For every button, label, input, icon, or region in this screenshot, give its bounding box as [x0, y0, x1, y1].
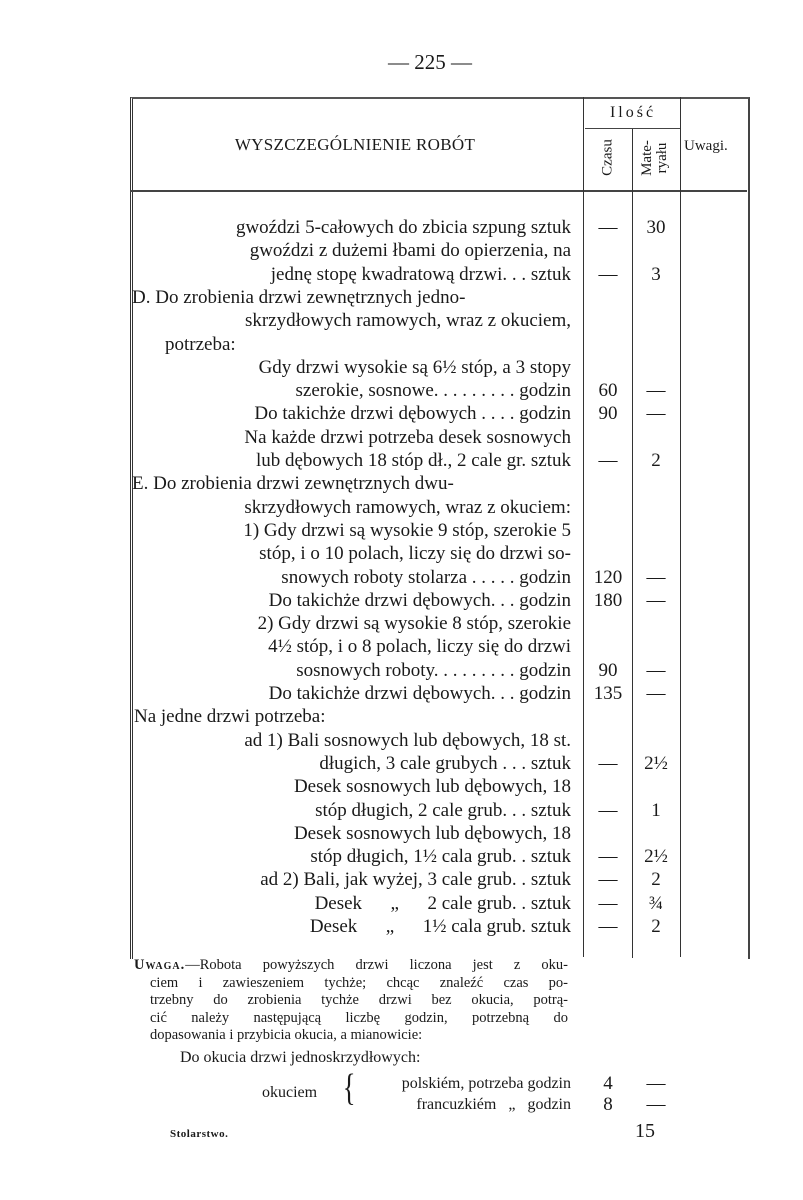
- row-description: Desek sosnowych lub dębowych, 18: [293, 822, 571, 844]
- row-time: [584, 426, 632, 450]
- row-material: —: [646, 589, 666, 611]
- row-time: [584, 333, 632, 357]
- row-time: 60: [598, 380, 618, 402]
- header-divider: [130, 190, 747, 192]
- brace-icon: {: [342, 1067, 356, 1109]
- fitting-time: 8: [603, 1094, 613, 1115]
- row-time: [584, 496, 632, 520]
- row-time: 135: [593, 683, 623, 704]
- row-time: [584, 472, 632, 496]
- header-remarks: Uwagi.: [684, 138, 728, 154]
- row-description: lub dębowych 18 stóp dł., 2 cale gr. sztuk: [255, 450, 571, 471]
- row-material: 1: [651, 799, 661, 821]
- row-description: Do takichże drzwi dębowych . . . . godzin: [254, 403, 571, 425]
- note-line: cić należy następującą liczbę godzin, potrzebną do: [150, 1009, 568, 1026]
- row-material: [633, 542, 679, 566]
- row-time: [584, 612, 632, 636]
- row-description: Desek sosnowych lub dębowych, 18: [293, 776, 571, 798]
- row-description: 4½ stóp, i o 8 polach, liczy się do drzwi: [268, 636, 571, 658]
- header-subdivider: [585, 128, 680, 129]
- fitting-description: polskiém, potrzeba godzin: [401, 1075, 571, 1092]
- note-line: ciem i zawieszeniem tychże; chcąc znaleźć czas po-: [150, 974, 568, 991]
- row-material: [633, 729, 679, 753]
- row-material: 2: [651, 450, 661, 471]
- row-material: [633, 333, 679, 357]
- row-description: E. Do zrobienia drzwi zewnętrznych dwu-: [132, 473, 454, 495]
- row-description: gwoździ z dużemi łbami do opierzenia, na: [249, 240, 571, 262]
- row-description: skrzydłowych ramowych, wraz z okuciem,: [244, 310, 571, 332]
- row-description: ad 1) Bali sosnowych lub dębowych, 18 st.: [244, 729, 571, 751]
- row-time: [584, 309, 632, 333]
- row-time: [584, 822, 632, 846]
- row-material: —: [646, 403, 666, 425]
- row-material: [633, 496, 679, 520]
- row-material: —: [646, 659, 666, 681]
- row-time: [584, 239, 632, 263]
- row-time: [584, 775, 632, 799]
- row-description: Na każde drzwi potrzeba desek sosnowych: [244, 426, 571, 448]
- row-description: skrzydłowych ramowych, wraz z okuciem:: [244, 496, 571, 518]
- fitting-description: francuzkiém „ godzin: [416, 1096, 571, 1113]
- signature-mark: 15: [635, 1120, 655, 1142]
- footer-section: Stolarstwo.: [170, 1128, 229, 1140]
- header-material: Mate- ryału: [639, 140, 670, 176]
- row-time: [584, 705, 632, 729]
- row-description: Na jedne drzwi potrzeba:: [134, 706, 326, 728]
- row-description: ad 2) Bali, jak wyżej, 3 cale grub. . sztuk: [260, 869, 571, 891]
- row-description: Gdy drzwi wysokie są 6½ stóp, a 3 stopy: [258, 356, 571, 378]
- row-material: [633, 309, 679, 333]
- row-material: 30: [646, 217, 666, 238]
- row-material: [633, 705, 679, 729]
- row-material: 2½: [644, 752, 668, 774]
- note-line: dopasowania i przybicia okucia, a mianowicie:: [150, 1027, 423, 1044]
- row-time: —: [598, 799, 618, 821]
- row-time: [584, 729, 632, 753]
- row-time: —: [598, 916, 618, 937]
- fitting-material: —: [646, 1073, 666, 1094]
- row-material: [633, 822, 679, 846]
- row-description: Desek „ 1½ cala grub. sztuk: [309, 916, 571, 937]
- row-description: gwoździ 5-całowych do zbicia szpung sztuk: [235, 217, 571, 238]
- header-quantity: Ilość: [609, 104, 657, 121]
- note-label: Uwaga.: [134, 957, 186, 973]
- row-material: [633, 612, 679, 636]
- row-description: jednę stopę kwadratową drzwi. . . sztuk: [270, 263, 571, 285]
- row-description: Do takichże drzwi dębowych. . . godzin: [268, 589, 571, 611]
- row-material: 3: [651, 263, 661, 285]
- row-description: snowych roboty stolarza . . . . . godzin: [281, 566, 571, 588]
- row-description: Do takichże drzwi dębowych. . . godzin: [268, 683, 571, 704]
- row-time: 180: [593, 589, 623, 611]
- row-material: —: [646, 566, 666, 588]
- row-time: 90: [598, 659, 618, 681]
- row-material: [633, 775, 679, 799]
- row-time: [584, 356, 632, 380]
- row-material: [633, 635, 679, 659]
- row-description: szerokie, sosnowe. . . . . . . . . godzin: [295, 380, 571, 402]
- column-divider: [680, 97, 681, 957]
- row-time: [584, 519, 632, 543]
- row-description: potrzeba:: [165, 333, 236, 355]
- row-material: [633, 519, 679, 543]
- row-material: [633, 239, 679, 263]
- row-time: —: [598, 217, 618, 238]
- note-line: [134, 957, 568, 975]
- row-material: ¾: [648, 892, 664, 914]
- row-description: stóp długich, 2 cale grub. . . sztuk: [315, 799, 571, 821]
- row-material: 2½: [644, 846, 668, 868]
- row-time: [584, 286, 632, 310]
- row-material: [633, 426, 679, 450]
- row-time: [584, 635, 632, 659]
- row-description: sosnowych roboty. . . . . . . . . godzin: [296, 659, 571, 681]
- header-time: Czasu: [599, 139, 616, 176]
- row-description: stóp, i o 10 polach, liczy się do drzwi so-: [259, 543, 571, 565]
- row-time: —: [598, 450, 618, 471]
- row-description: Desek „ 2 cale grub. . sztuk: [314, 892, 571, 914]
- row-time: —: [598, 892, 618, 914]
- header-description: WYSZCZEGÓLNIENIE ROBÓT: [234, 135, 476, 154]
- row-time: 120: [593, 566, 623, 588]
- row-description: długich, 3 cale grubych . . . sztuk: [319, 752, 571, 774]
- row-description: D. Do zrobienia drzwi zewnętrznych jedno-: [132, 286, 466, 308]
- row-time: —: [598, 752, 618, 774]
- row-material: 2: [651, 916, 661, 937]
- fitting-label: okuciem: [262, 1084, 318, 1101]
- row-time: 90: [598, 403, 618, 425]
- note-line: trzebny do zrobienia tychże drzwi bez okucia, potrą-: [150, 992, 568, 1009]
- row-time: [584, 542, 632, 566]
- row-material: [633, 286, 679, 310]
- note-subheading: Do okucia drzwi jednoskrzydłowych:: [180, 1049, 421, 1066]
- row-material: —: [646, 683, 666, 704]
- row-description: 1) Gdy drzwi są wysokie 9 stóp, szerokie 5: [243, 519, 571, 541]
- row-material: —: [646, 380, 666, 402]
- fitting-material: —: [646, 1094, 666, 1115]
- row-time: —: [598, 869, 618, 891]
- row-description: stóp długich, 1½ cala grub. . sztuk: [310, 846, 571, 868]
- row-description: 2) Gdy drzwi są wysokie 8 stóp, szerokie: [257, 613, 571, 635]
- row-material: [633, 356, 679, 380]
- note-text: —Robota powyższych drzwi liczona jest z oku-: [185, 957, 568, 973]
- row-time: —: [598, 263, 618, 285]
- fitting-time: 4: [603, 1073, 613, 1094]
- page-number: — 225 —: [388, 50, 472, 74]
- row-time: —: [598, 846, 618, 868]
- row-material: 2: [651, 869, 661, 891]
- row-material: [633, 472, 679, 496]
